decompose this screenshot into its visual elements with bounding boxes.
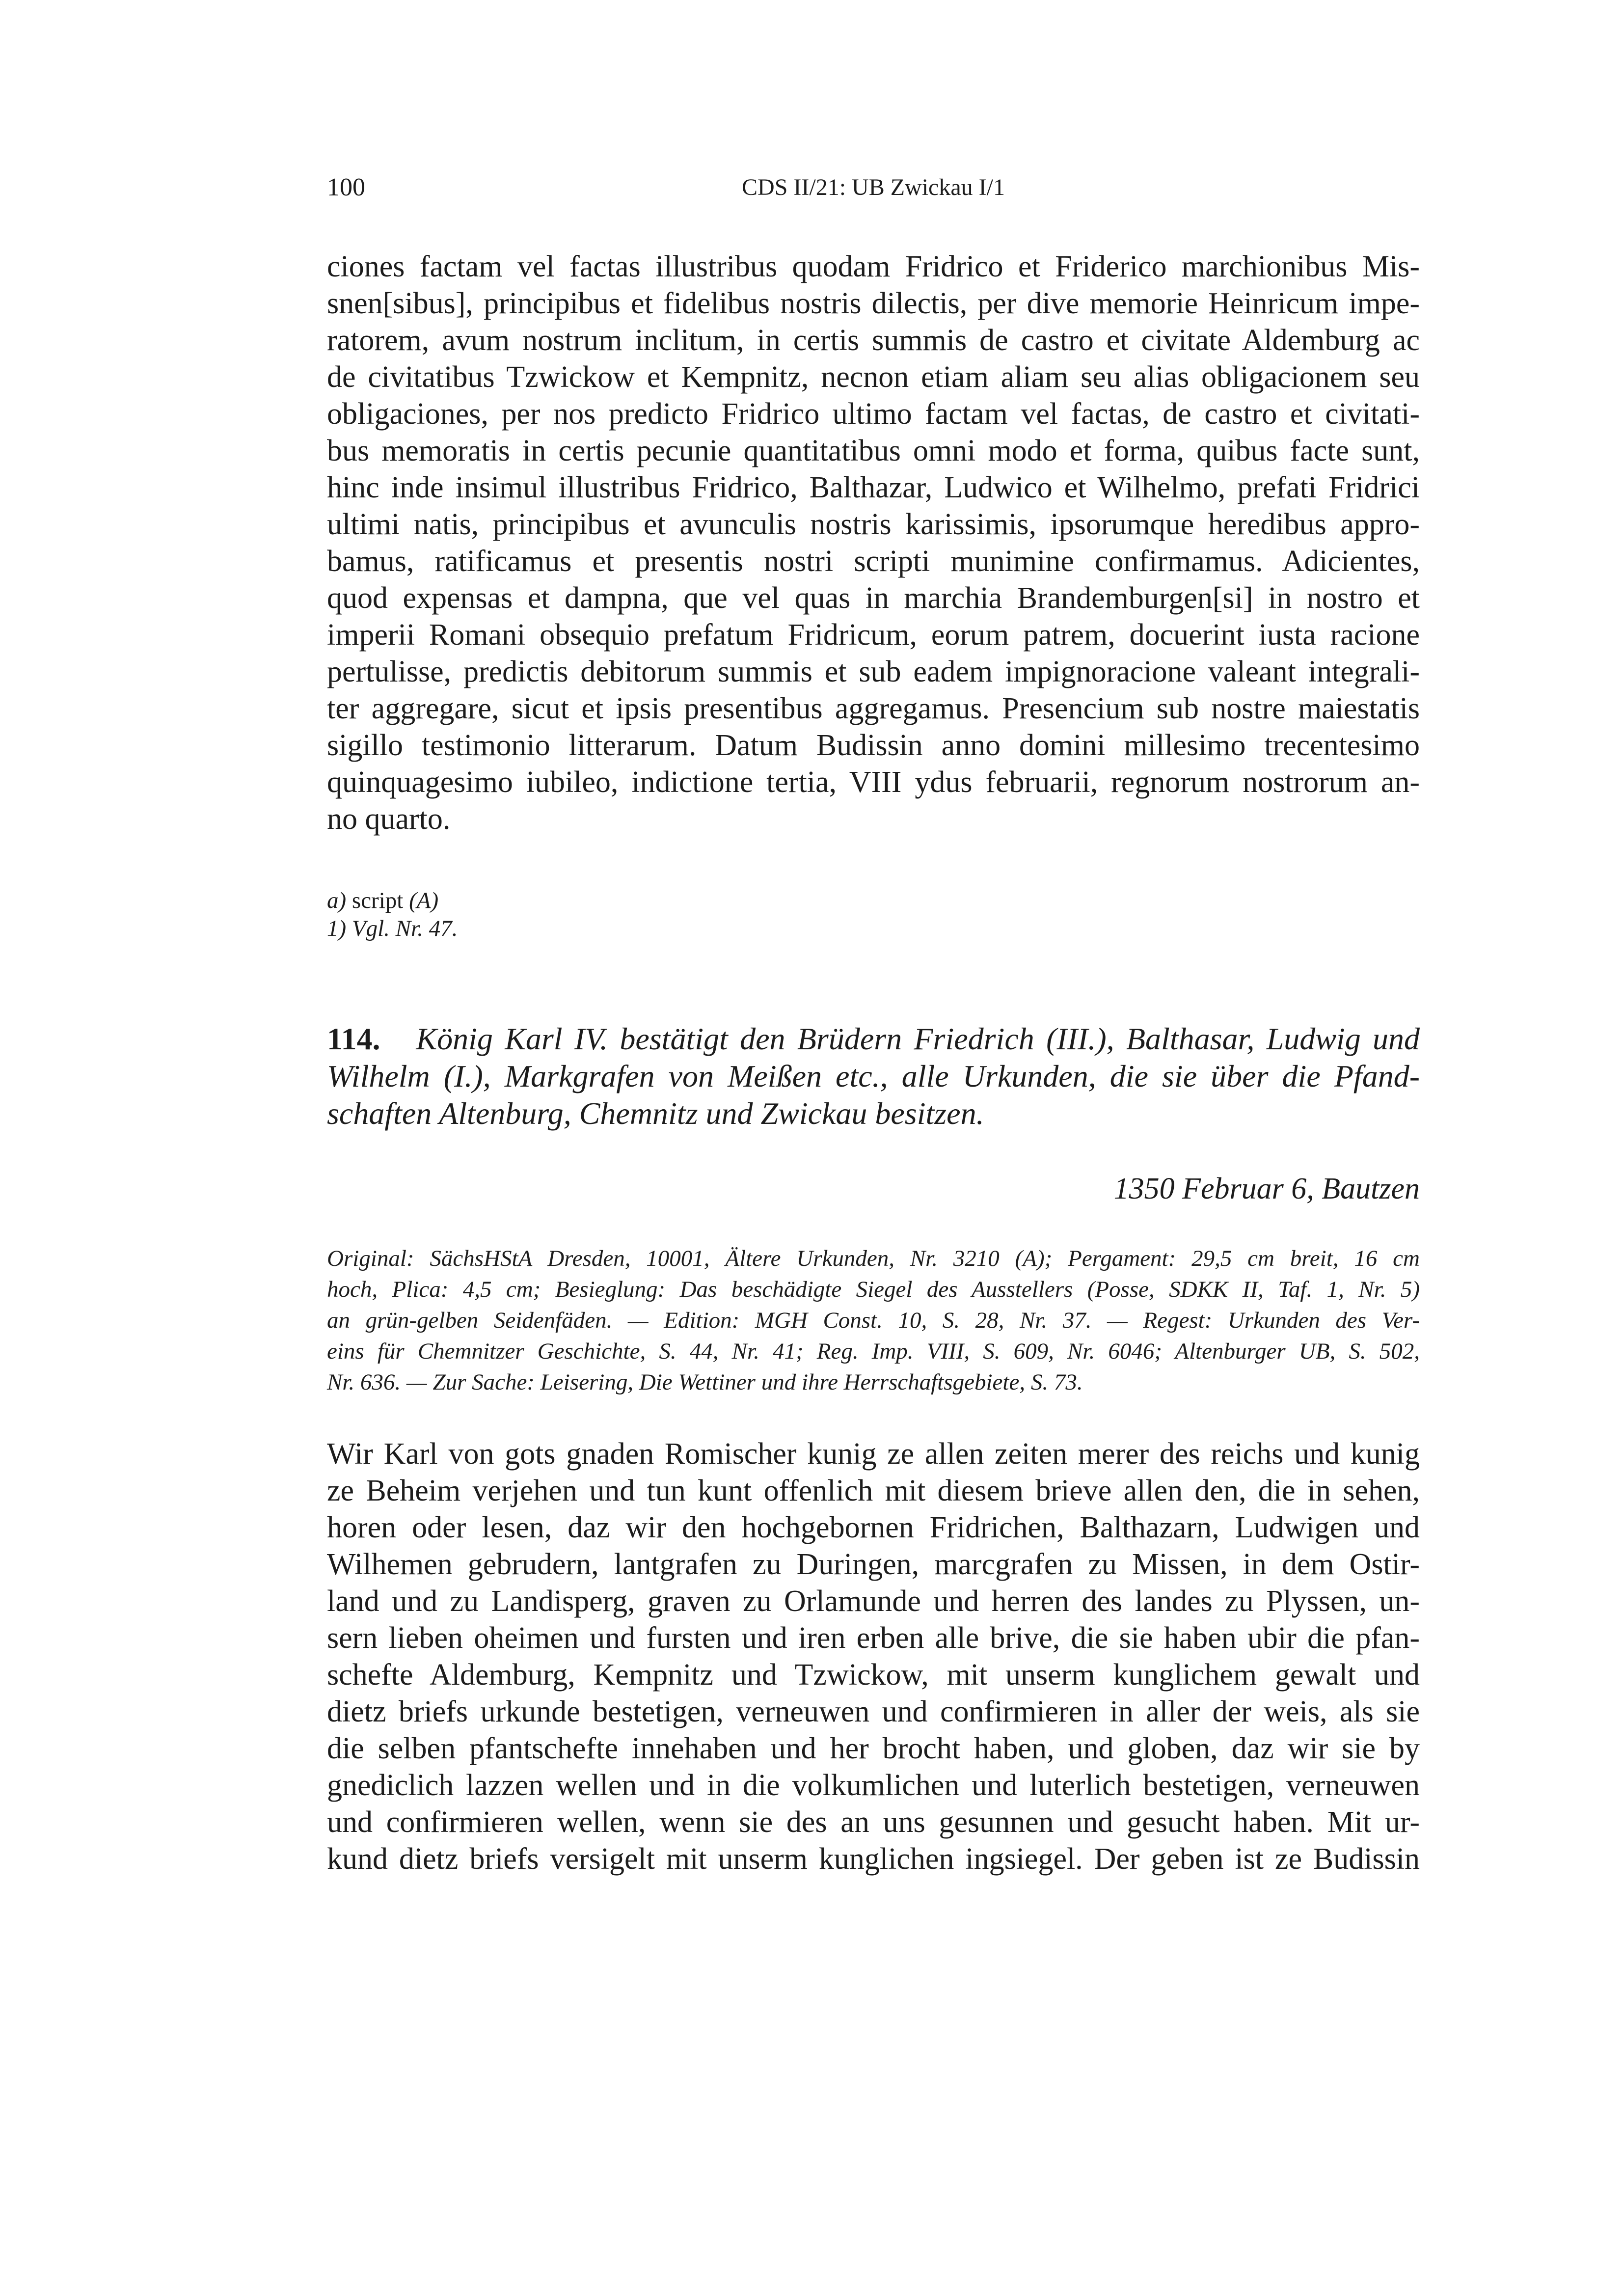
text-line: ze Beheim verjehen und tun kunt offenlich mit diesem brieve allen den, die in sehen, — [327, 1474, 1420, 1507]
source-line: eins für Chemnitzer Geschichte, S. 44, Nr. 41; Reg. Imp. VIII, S. 609, Nr. 6046; Altenburger UB, S. 502, — [327, 1339, 1420, 1364]
apparatus-note-a — [327, 887, 458, 915]
document-heading — [327, 1020, 1420, 1132]
source-line: Original: SächsHStA Dresden, 10001, Ältere Urkunden, Nr. 3210 (A); Pergament: 29,5 cm breit, 16 cm — [327, 1246, 1420, 1271]
page-header — [327, 173, 1420, 207]
text-line: de civitatibus Tzwickow et Kempnitz, necnon etiam aliam seu alias obligacionem seu — [327, 360, 1420, 394]
text-line: ter aggregare, sicut et ipsis presentibus aggregamus. Presencium sub nostre maiestatis — [327, 692, 1420, 725]
text-line: hinc inde insimul illustribus Fridrico, Balthazar, Ludwico et Wilhelmo, prefati Fridrici — [327, 471, 1420, 504]
text-line: imperii Romani obsequio prefatum Fridricum, eorum patrem, docuerint iusta racione — [327, 618, 1420, 652]
text-line: Wilhemen gebrudern, lantgrafen zu Duringen, marcgrafen zu Missen, in dem Ostir- — [327, 1548, 1420, 1581]
running-title: CDS II/21: UB Zwickau I/1 — [742, 174, 1005, 200]
source-line: Nr. 636. — Zur Sache: Leisering, Die Wettiner und ihre Herrschaftsgebiete, S. 73. — [327, 1369, 1083, 1395]
text-line: dietz briefs urkunde bestetigen, verneuwen und confirmieren in aller der weis, als sie — [327, 1695, 1420, 1728]
source-line: an grün-gelben Seidenfäden. — Edition: MGH Const. 10, S. 28, Nr. 37. — Regest: Urkunden des Ver- — [327, 1308, 1420, 1333]
text-line: obligaciones, per nos predicto Fridrico ultimo factam vel factas, de castro et civitati- — [327, 397, 1420, 431]
text-line: sern lieben oheimen und fursten und iren erben alle brive, die sie haben ubir die pfan- — [327, 1621, 1420, 1655]
footnote-1: 1) Vgl. Nr. 47. — [327, 916, 458, 941]
text-line: no quarto. — [327, 802, 451, 836]
text-line: quinquagesimo iubileo, indictione tertia, VIII ydus februarii, regnorum nostrorum an- — [327, 765, 1420, 799]
text-line: ultimi natis, principibus et avunculis nostris karissimis, ipsorumque heredibus appro- — [327, 508, 1420, 541]
text-line: ratorem, avum nostrum inclitum, in certis summis de castro et civitate Aldemburg ac — [327, 324, 1420, 357]
source-description — [327, 1243, 1420, 1398]
text-line: sigillo testimonio litterarum. Datum Budissin anno domini millesimo trecentesimo — [327, 729, 1420, 762]
source-line: hoch, Plica: 4,5 cm; Besieglung: Das beschädigte Siegel des Ausstellers (Posse, SDKK II, Taf. 1, Nr. 5) — [327, 1277, 1420, 1302]
note-siglum: a) — [327, 888, 347, 913]
heading-line — [327, 1020, 1420, 1058]
text-line: Wir Karl von gots gnaden Romischer kunig ze allen zeiten merer des reichs und kunig — [327, 1437, 1420, 1471]
text-line: bus memoratis in certis pecunie quantitatibus omni modo et forma, quibus facte sunt, — [327, 434, 1420, 467]
text-line: schefte Aldemburg, Kempnitz und Tzwickow, mit unserm kunglichem gewalt und — [327, 1658, 1420, 1692]
document-text — [327, 1436, 1420, 1878]
text-line: und confirmieren wellen, wenn sie des an uns gesunnen und gesucht haben. Mit ur- — [327, 1805, 1420, 1839]
critical-apparatus — [327, 887, 458, 943]
text-line: die selben pfantschefte innehaben und her brocht haben, und globen, daz wir sie by — [327, 1732, 1420, 1765]
heading-text: König Karl IV. bestätigt den Brüdern Friedrich (III.), Balthasar, Ludwig und — [416, 1021, 1420, 1056]
document-number: 114. — [327, 1021, 380, 1056]
text-line: gnediclich lazzen wellen und in die volkumlichen und luterlich bestetigen, verneuwen — [327, 1769, 1420, 1802]
text-line: ciones factam vel factas illustribus quodam Fridrico et Friderico marchionibus Mis- — [327, 250, 1420, 283]
text-line: quod expensas et dampna, que vel quas in marchia Brandemburgen[si] in nostro et — [327, 581, 1420, 615]
page-number: 100 — [327, 173, 365, 201]
text-line: horen oder lesen, daz wir den hochgebornen Fridrichen, Balthazarn, Ludwigen und — [327, 1511, 1420, 1544]
text-line: bamus, ratificamus et presentis nostri scripti munimine confirmamus. Adicientes, — [327, 545, 1420, 578]
dateline: 1350 Februar 6, Bautzen — [1113, 1172, 1420, 1205]
continuation-text — [327, 248, 1420, 838]
note-text: script — [352, 888, 404, 913]
text-line: snen[sibus], principibus et fidelibus nostris dilectis, per dive memorie Heinricum impe- — [327, 287, 1420, 320]
note-source: (A) — [409, 888, 439, 913]
heading-line: schaften Altenburg, Chemnitz und Zwickau besitzen. — [327, 1096, 984, 1131]
text-line: land und zu Landisperg, graven zu Orlamunde und herren des landes zu Plyssen, un- — [327, 1585, 1420, 1618]
heading-line: Wilhelm (I.), Markgrafen von Meißen etc., alle Urkunden, die sie über die Pfand- — [327, 1059, 1420, 1093]
text-line: kund dietz briefs versigelt mit unserm kunglichen ingsiegel. Der geben ist ze Budissin — [327, 1842, 1420, 1876]
text-line: pertulisse, predictis debitorum summis et sub eadem impignoracione valeant integrali- — [327, 655, 1420, 688]
